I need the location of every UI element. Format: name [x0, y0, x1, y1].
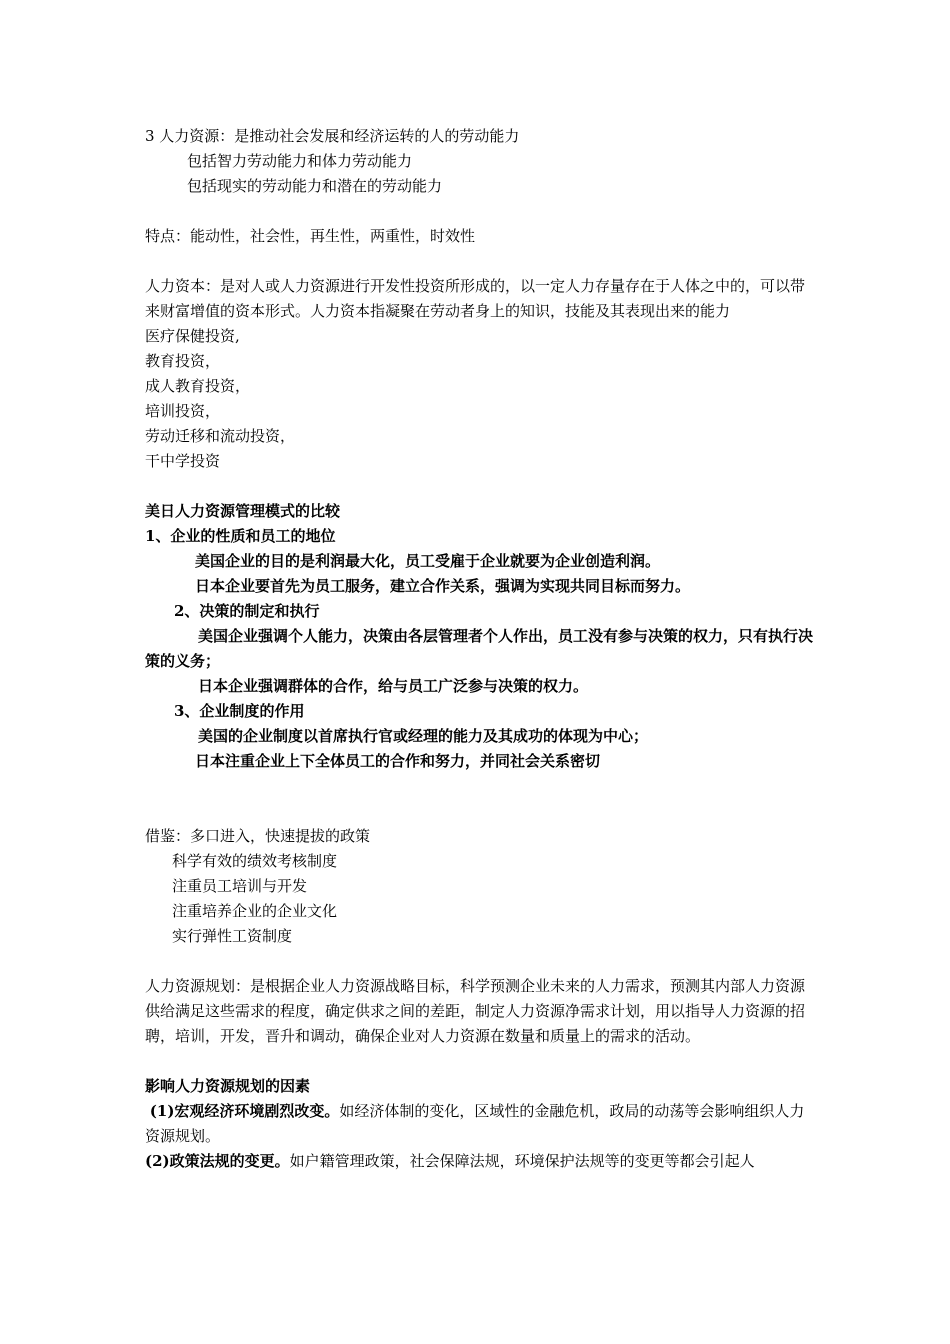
hr-planning-definition: 人力资源规划：是根据企业人力资源战略目标，科学预测企业未来的人力需求，预测其内部人力资源供给满足这些需求的程度，确定供求之间的差距，制定人力资源净需求计划，用以指导人力资源的招聘，培训，开发，晋升和调动，确保企业对人力资源在数量和质量上的需求的活动。 [145, 977, 806, 1045]
comparison-title: 美日人力资源管理模式的比较 [145, 502, 341, 520]
comparison-jp-2: 日本企业强调群体的合作，给与员工广泛参与决策的权力。 [198, 677, 589, 695]
investment-item: 教育投资， [145, 352, 221, 370]
comparison-heading-1: 1、企业的性质和员工的地位 [145, 527, 336, 545]
lesson-item: 注重员工培训与开发 [172, 877, 308, 895]
comparison-jp-3: 日本注重企业上下全体员工的合作和努力，并同社会关系密切 [195, 752, 601, 770]
comparison-us-3: 美国的企业制度以首席执行官或经理的能力及其成功的体现为中心； [198, 727, 649, 745]
spacer [145, 249, 815, 274]
hr-definition: 3 人力资源：是推动社会发展和经济运转的人的劳动能力 [145, 127, 520, 145]
investment-item: 成人教育投资， [145, 377, 251, 395]
spacer [145, 199, 815, 224]
spacer [145, 474, 815, 499]
investment-item: 培训投资， [145, 402, 221, 420]
comparison-jp-1: 日本企业要首先为员工服务，建立合作关系，强调为实现共同目标而努力。 [195, 577, 691, 595]
factor-1-body: 如经济体制的变化，区域性的金融危机，政局的动荡等会影响组织人力资源规划。 [145, 1102, 805, 1145]
factor-2-body: 如户籍管理政策，社会保障法规，环境保护法规等的变更等都会引起人 [289, 1152, 755, 1170]
spacer [145, 799, 815, 824]
comparison-heading-2: 2、决策的制定和执行 [174, 602, 320, 620]
comparison-heading-3: 3、企业制度的作用 [174, 702, 305, 720]
lesson-item: 科学有效的绩效考核制度 [172, 852, 338, 870]
lesson-item: 注重培养企业的企业文化 [172, 902, 338, 920]
comparison-us-2: 美国企业强调个人能力，决策由各层管理者个人作出，员工没有参与决策的权力，只有执行决策的义务； [145, 627, 814, 670]
factor-1-heading: (1)宏观经济环境剧烈改变。 [149, 1102, 340, 1120]
hr-features: 特点：能动性，社会性，再生性，两重性，时效性 [145, 227, 476, 245]
hr-ability-line-1: 包括智力劳动能力和体力劳动能力 [187, 152, 413, 170]
planning-factors-title: 影响人力资源规划的因素 [145, 1077, 311, 1095]
investment-item: 干中学投资 [145, 452, 221, 470]
investment-item: 劳动迁移和流动投资， [145, 427, 296, 445]
factor-2-heading: (2)政策法规的变更。 [145, 1152, 290, 1170]
human-capital-definition: 人力资本：是对人或人力资源进行开发性投资所形成的，以一定人力存量存在于人体之中的，可以带来财富增值的资本形式。人力资本指凝聚在劳动者身上的知识，技能及其表现出来的能力 [145, 277, 806, 320]
planning-factor-1 [145, 1099, 815, 1149]
investment-item: 医疗保健投资, [145, 327, 240, 345]
spacer [145, 774, 815, 799]
spacer [145, 949, 815, 974]
lessons-title: 借鉴：多口进入，快速提拔的政策 [145, 827, 371, 845]
comparison-us-1: 美国企业的目的是利润最大化，员工受雇于企业就要为企业创造利润。 [195, 552, 661, 570]
planning-factor-2 [145, 1149, 815, 1174]
spacer [145, 1049, 815, 1074]
document-page [145, 124, 815, 1174]
lesson-item: 实行弹性工资制度 [172, 927, 293, 945]
hr-ability-line-2: 包括现实的劳动能力和潜在的劳动能力 [187, 177, 443, 195]
